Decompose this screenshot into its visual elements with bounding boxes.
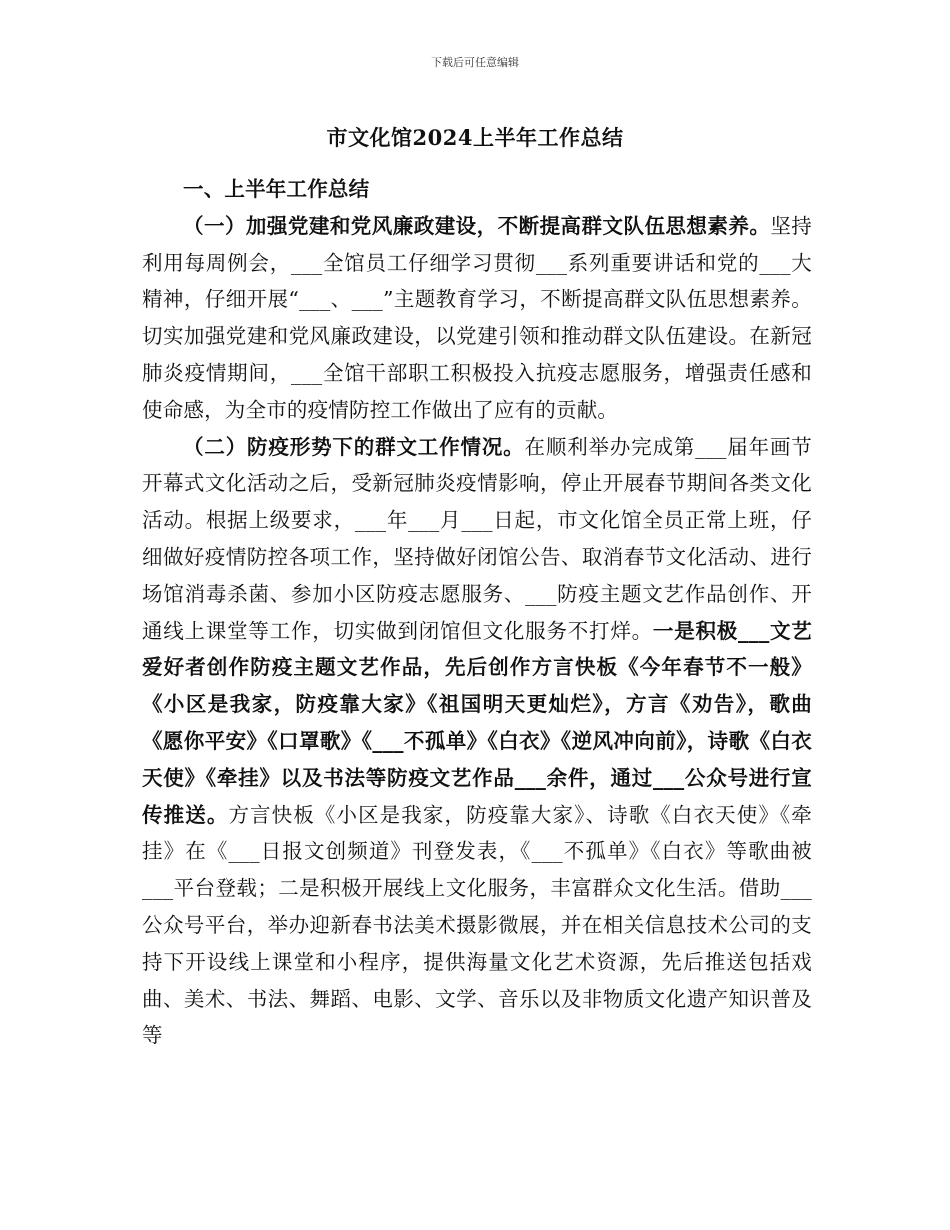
subsection-2-tail: 方言快板《小区是我家，防疫靠大家》、诗歌《白衣天使》《牵挂》在《___日报文创频道》刊登发表，《___不孤单》《白衣》等歌曲被___平台登载；二是积极开展线上文化服务，丰富群众文化生活。借助___公众号平台，举办迎新春书法美术摄影微展，并在相关信息技术公司的支持下开设线上课堂和小程序，提供海量文化艺术资源，先后推送包括戏曲、美术、书法、舞蹈、电影、文学、音乐以及非物质文化遗产知识普及等 (142, 802, 812, 1048)
section-heading-1: 一、上半年工作总结 (183, 177, 370, 201)
document-title: 市文化馆2024上半年工作总结 (326, 125, 624, 150)
subsection-2-heading: （二）防疫形势下的群文工作情况。 (183, 434, 525, 459)
subsection-1-body: 坚持利用每周例会，___全馆员工仔细学习贯彻___系列重要讲话和党的___大精神，仔细开展“___、___”主题教育学习，不断提高群文队伍思想素养。切实加强党建和党风廉政建设，以党建引领和推动群文队伍建设。在新冠肺炎疫情期间，___全馆干部职工积极投入抗疫志愿服务，增强责任感和使命感，为全市的疫情防控工作做出了应有的贡献。 (142, 213, 812, 422)
document-body (142, 171, 812, 1054)
subsection-2-bold-text: 一是积极___文艺爱好者创作防疫主题文艺作品，先后创作方言快板《今年春节不一般》《小区是我家，防疫靠大家》《祖国明天更灿烂》，方言《劝告》，歌曲《愿你平安》《口罩歌》《___不孤单》《白衣》《逆风冲向前》，诗歌《白衣天使》《牵挂》以及书法等防疫文艺作品___余件，通过___公众号进行宣传推送。 (142, 618, 812, 827)
subsection-2-body: 在顺利举办完成第___届年画节开幕式文化活动之后，受新冠肺炎疫情影响，停止开展春节期间各类文化活动。根据上级要求，___年___月___日起，市文化馆全员正常上班，仔细做好疫情防控各项工作，坚持做好闭馆公告、取消春节文化活动、进行场馆消毒杀菌、参加小区防疫志愿服务、___防疫主题文艺作品创作、开通线上课堂等工作，切实做到闭馆但文化服务不打烊。 (142, 434, 812, 643)
subsection-2 (142, 429, 812, 1055)
subsection-1 (142, 208, 812, 429)
subsection-1-heading: （一）加强党建和党风廉政建设，不断提高群文队伍思想素养。 (183, 213, 771, 238)
header-note: 下载后可任意编辑 (431, 56, 519, 69)
